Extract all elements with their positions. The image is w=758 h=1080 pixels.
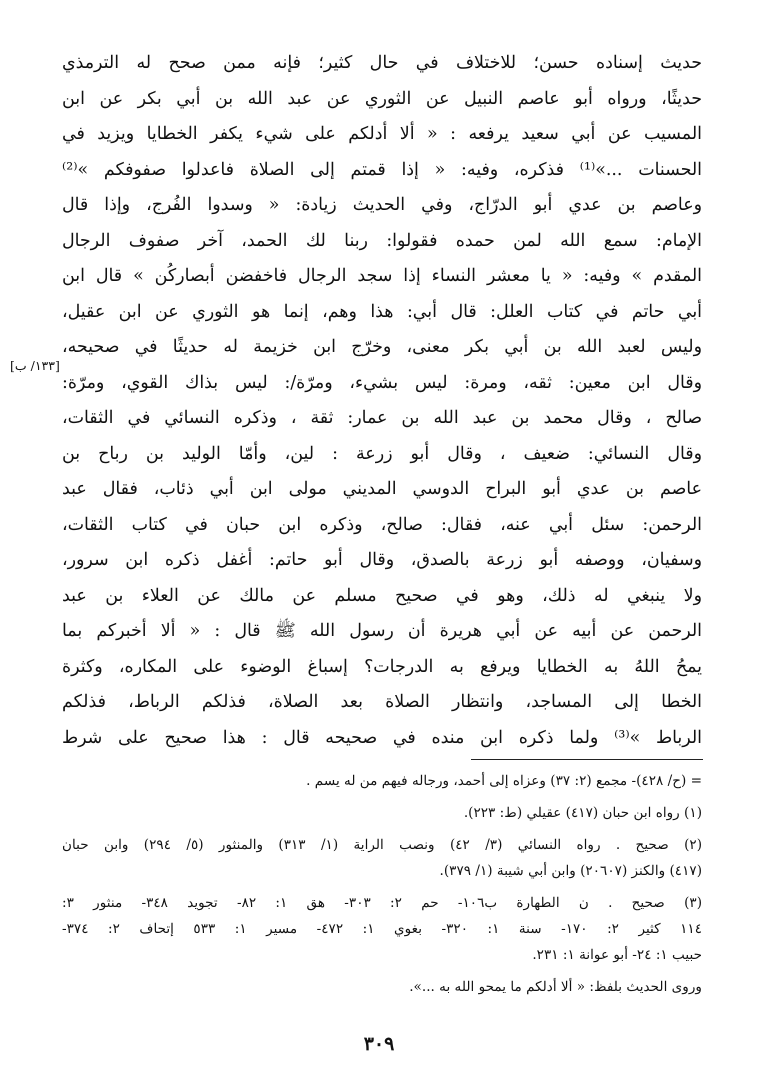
footnote-line: (٤١٧) والكنز (٢٠٦٠٧) وابن أبي شيبة (١/ ٣٧٩). bbox=[439, 863, 702, 879]
text-line: وسفيان، ووصفه أبو زرعة بالصدق، وقال أبو حاتم: أغفل ذكره ابن سرور، bbox=[62, 550, 702, 570]
text-line: الرحمن عن أبيه عن أبي هريرة أن رسول الله ﷺ قال : « ألا أخبركم بما bbox=[62, 621, 702, 641]
text-line: أبي حاتم في كتاب العلل: قال أبي: هذا وهم، إنما هو الثوري عن ابن عقيل، bbox=[62, 301, 702, 322]
margin-folio-note: [١٣٣/ ب] bbox=[10, 358, 60, 373]
footnote-line: (٣) صحيح . ن الطهارة ب١٠٦- حم ٢: ٣٠٣- هق ١: ٨٢- تجويد ٣٤٨- منثور ٣: bbox=[62, 895, 702, 911]
text-line: المقدم » وفيه: « يا معشر النساء إذا سجد الرجال فاخفضن أبصاركُن » قال ابن bbox=[62, 266, 702, 286]
main-text bbox=[62, 46, 702, 756]
text-line: الرباط »⁽³⁾ ولما ذكره ابن منده في صحيحه قال : هذا صحيح على شرط bbox=[62, 727, 702, 748]
text-line: الحسنات ...»⁽¹⁾ فذكره، وفيه: « إذا قمتم إلى الصلاة فاعدلوا صفوفكم »⁽²⁾ bbox=[62, 159, 702, 180]
text-line: حديث إسناده حسن؛ للاختلاف في حال كثير؛ فإنه ممن صحح له الترمذي bbox=[62, 53, 702, 73]
footnote-separator bbox=[471, 759, 703, 760]
footnote-line: وروى الحديث بلفظ: « ألا أدلكم ما يمحو الله به ...». bbox=[409, 979, 702, 995]
footnote-line: (١) رواه ابن حبان (٤١٧) عقيلي (ط: ٢٢٣). bbox=[463, 805, 702, 821]
footnote-line: حبيب ١: ٢٤- أبو عوانة ١: ٢٣١. bbox=[532, 947, 702, 963]
text-line: حديثًا، ورواه أبو عاصم النبيل عن الثوري عن عبد الله بن أبي بكر عن ابن bbox=[62, 88, 702, 109]
footnotes bbox=[62, 768, 702, 1000]
text-line: وعاصم بن عدي أبو الدرّاج، وفي الحديث زيادة: « وسدوا الفُرج، وإذا قال bbox=[62, 195, 702, 215]
text-line: الإمام: سمع الله لمن حمده فقولوا: ربنا لك الحمد، آخر صفوف الرجال bbox=[62, 230, 702, 251]
footnote-line: ١١٤ كثير ٢: ١٧٠- سنة ١: ٣٢٠- بغوي ١: ٤٧٢- مسير ١: ٥٣٣ إتحاف ٢: ٣٧٤- bbox=[62, 921, 702, 937]
footnote-line: (٢) صحيح . رواه النسائي (٣/ ٤٢) ونصب الراية (١/ ٣١٣) والمنثور (٥/ ٢٩٤) وابن حبان bbox=[62, 837, 702, 853]
text-line: صالح ، وقال محمد بن عبد الله بن عمار: ثقة ، وذكره النسائي في الثقات، bbox=[62, 408, 702, 428]
text-line: وقال ابن معين: ثقه، ومرة: ليس بشيء، ومرّة/: ليس بذاك القوي، ومرّة: bbox=[62, 372, 702, 393]
text-line: يمحُ اللهُ به الخطايا ويرفع به الدرجات؟ إسباغ الوضوء على المكاره، وكثرة bbox=[62, 656, 702, 677]
text-line: الخطا إلى المساجد، وانتظار الصلاة بعد الصلاة، فذلكم الرباط، فذلكم bbox=[62, 692, 702, 712]
footnote-line: = (ح/ ٤٢٨)- مجمع (٢: ٣٧) وعزاه إلى أحمد، ورجاله فيهم من له يسم . bbox=[306, 773, 702, 789]
text-line: وقال النسائي: ضعيف ، وقال أبو زرعة : لين، وأمّا الوليد بن رباح بن bbox=[62, 443, 702, 464]
page-number: ٣٠٩ bbox=[363, 1033, 395, 1055]
text-line: وليس لعبد الله بن أبي بكر معنى، وخرّج ابن خزيمة له حديثًا في صحيحه، bbox=[62, 337, 702, 357]
text-line: ولا ينبغي له ذلك، وهو في صحيح مسلم عن مالك عن العلاء بن عبد bbox=[62, 585, 702, 606]
text-line: الرحمن: سئل أبي عنه، فقال: صالح، وذكره ابن حبان في كتاب الثقات، bbox=[62, 514, 702, 535]
text-line: المسيب عن أبي سعيد يرفعه : « ألا أدلكم على شيء يكفر الخطايا ويزيد في bbox=[62, 124, 702, 144]
text-line: عاصم بن عدي أبو البراح الدوسي المديني مولى ابن أبي ذئاب، فقال عبد bbox=[62, 479, 702, 499]
